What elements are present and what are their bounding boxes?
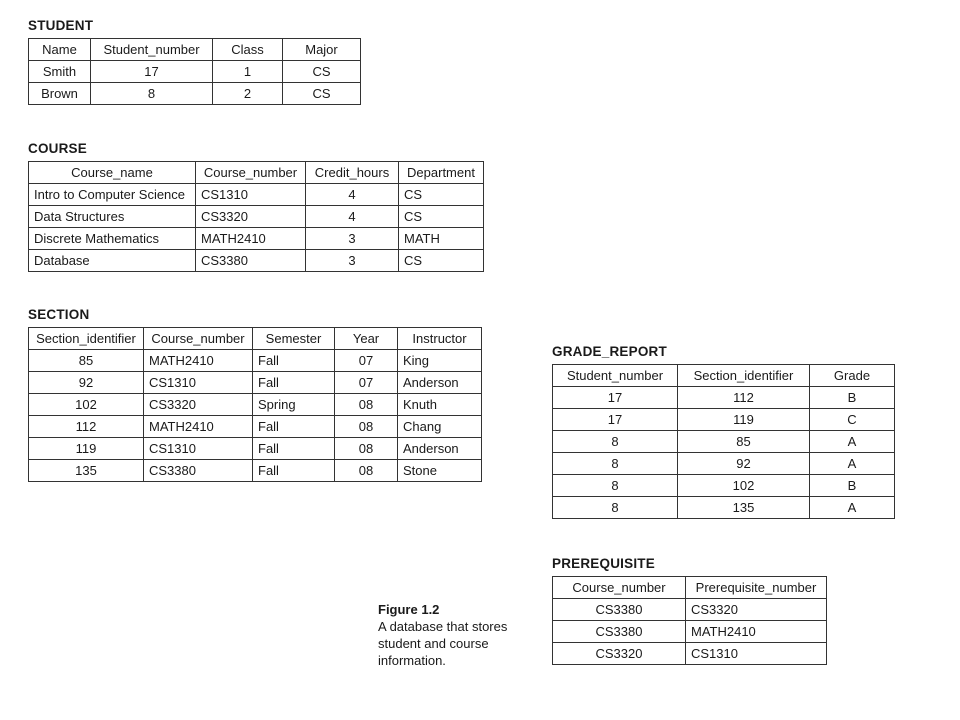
table-cell: 112 xyxy=(678,387,810,409)
column-header: Course_number xyxy=(144,328,253,350)
table-cell: Chang xyxy=(398,416,482,438)
table-cell: 4 xyxy=(306,206,399,228)
table-cell: 17 xyxy=(553,387,678,409)
table-cell: CS3380 xyxy=(196,250,306,272)
table-row xyxy=(553,387,895,409)
table-cell: Fall xyxy=(253,372,335,394)
column-header: Course_number xyxy=(553,577,686,599)
table-cell: CS3320 xyxy=(686,599,827,621)
table-cell: C xyxy=(810,409,895,431)
table-row xyxy=(553,453,895,475)
table-cell: MATH2410 xyxy=(144,416,253,438)
section-table xyxy=(28,327,482,482)
table-cell: Anderson xyxy=(398,372,482,394)
column-header: Grade xyxy=(810,365,895,387)
table-cell: Stone xyxy=(398,460,482,482)
column-header: Year xyxy=(335,328,398,350)
table-row xyxy=(29,460,482,482)
table-cell: Knuth xyxy=(398,394,482,416)
table-cell: Fall xyxy=(253,350,335,372)
table-cell: King xyxy=(398,350,482,372)
column-header: Section_identifier xyxy=(678,365,810,387)
table-cell: 85 xyxy=(29,350,144,372)
course-table xyxy=(28,161,484,272)
table-header-row xyxy=(553,365,895,387)
table-cell: 17 xyxy=(553,409,678,431)
section-table-title: SECTION xyxy=(28,307,90,322)
table-cell: Smith xyxy=(29,61,91,83)
column-header: Course_name xyxy=(29,162,196,184)
table-cell: 8 xyxy=(553,475,678,497)
table-row xyxy=(29,372,482,394)
table-row xyxy=(553,621,827,643)
table-row xyxy=(29,250,484,272)
table-row xyxy=(553,475,895,497)
column-header: Class xyxy=(213,39,283,61)
table-header-row xyxy=(29,328,482,350)
table-cell: 3 xyxy=(306,228,399,250)
table-cell: Fall xyxy=(253,416,335,438)
table-cell: CS1310 xyxy=(686,643,827,665)
table-cell: 102 xyxy=(678,475,810,497)
student-table-block xyxy=(28,18,361,105)
table-cell: Intro to Computer Science xyxy=(29,184,196,206)
section-table-block xyxy=(28,307,482,482)
grade-report-table-title: GRADE_REPORT xyxy=(552,344,667,359)
table-cell: B xyxy=(810,475,895,497)
table-cell: A xyxy=(810,497,895,519)
table-cell: 8 xyxy=(91,83,213,105)
table-cell: 135 xyxy=(678,497,810,519)
table-cell: 85 xyxy=(678,431,810,453)
table-cell: A xyxy=(810,431,895,453)
table-cell: 119 xyxy=(678,409,810,431)
table-row xyxy=(553,497,895,519)
table-row xyxy=(29,350,482,372)
table-row xyxy=(553,409,895,431)
table-row xyxy=(553,431,895,453)
table-row xyxy=(29,394,482,416)
figure-label: Figure 1.2 xyxy=(378,602,440,617)
table-cell: 08 xyxy=(335,416,398,438)
table-cell: CS3380 xyxy=(553,621,686,643)
column-header: Department xyxy=(399,162,484,184)
table-row xyxy=(29,416,482,438)
table-cell: 08 xyxy=(335,394,398,416)
column-header: Student_number xyxy=(91,39,213,61)
table-cell: 4 xyxy=(306,184,399,206)
table-cell: Spring xyxy=(253,394,335,416)
table-cell: CS1310 xyxy=(144,438,253,460)
column-header: Student_number xyxy=(553,365,678,387)
course-table-block xyxy=(28,141,484,272)
column-header: Section_identifier xyxy=(29,328,144,350)
column-header: Semester xyxy=(253,328,335,350)
table-cell: CS xyxy=(399,250,484,272)
table-cell: CS xyxy=(283,61,361,83)
column-header: Course_number xyxy=(196,162,306,184)
table-cell: MATH2410 xyxy=(196,228,306,250)
table-cell: 92 xyxy=(678,453,810,475)
table-cell: MATH xyxy=(399,228,484,250)
student-table-title: STUDENT xyxy=(28,18,94,33)
table-cell: CS3320 xyxy=(196,206,306,228)
table-row xyxy=(29,61,361,83)
student-table xyxy=(28,38,361,105)
table-cell: 112 xyxy=(29,416,144,438)
grade-report-table xyxy=(552,364,895,519)
table-cell: A xyxy=(810,453,895,475)
table-cell: 102 xyxy=(29,394,144,416)
prerequisite-table-block xyxy=(552,556,827,665)
column-header: Credit_hours xyxy=(306,162,399,184)
table-cell: 92 xyxy=(29,372,144,394)
table-cell: 3 xyxy=(306,250,399,272)
table-cell: 07 xyxy=(335,350,398,372)
table-cell: 119 xyxy=(29,438,144,460)
course-table-title: COURSE xyxy=(28,141,87,156)
table-row xyxy=(553,643,827,665)
table-row xyxy=(29,438,482,460)
table-cell: Database xyxy=(29,250,196,272)
table-cell: CS xyxy=(399,206,484,228)
table-cell: Fall xyxy=(253,438,335,460)
table-cell: Data Structures xyxy=(29,206,196,228)
column-header: Name xyxy=(29,39,91,61)
column-header: Prerequisite_number xyxy=(686,577,827,599)
table-cell: Anderson xyxy=(398,438,482,460)
table-cell: 8 xyxy=(553,431,678,453)
table-cell: CS1310 xyxy=(144,372,253,394)
table-cell: 135 xyxy=(29,460,144,482)
table-cell: 08 xyxy=(335,460,398,482)
table-cell: CS3320 xyxy=(144,394,253,416)
table-cell: CS3380 xyxy=(553,599,686,621)
column-header: Instructor xyxy=(398,328,482,350)
table-cell: CS3320 xyxy=(553,643,686,665)
figure-caption xyxy=(378,601,528,669)
table-cell: Discrete Mathematics xyxy=(29,228,196,250)
table-cell: 1 xyxy=(213,61,283,83)
table-header-row xyxy=(29,39,361,61)
table-row xyxy=(29,228,484,250)
table-cell: MATH2410 xyxy=(686,621,827,643)
prerequisite-table-title: PREREQUISITE xyxy=(552,556,655,571)
table-cell: 8 xyxy=(553,453,678,475)
table-cell: Brown xyxy=(29,83,91,105)
grade-report-table-block xyxy=(552,344,895,519)
table-cell: MATH2410 xyxy=(144,350,253,372)
figure-description: A database that stores student and course information. xyxy=(378,619,508,668)
table-cell: 07 xyxy=(335,372,398,394)
table-row xyxy=(29,206,484,228)
table-row xyxy=(29,83,361,105)
table-cell: 17 xyxy=(91,61,213,83)
table-row xyxy=(553,599,827,621)
table-cell: CS xyxy=(399,184,484,206)
table-cell: CS1310 xyxy=(196,184,306,206)
column-header: Major xyxy=(283,39,361,61)
table-row xyxy=(29,184,484,206)
table-cell: CS xyxy=(283,83,361,105)
table-header-row xyxy=(29,162,484,184)
table-cell: Fall xyxy=(253,460,335,482)
table-cell: 8 xyxy=(553,497,678,519)
table-cell: 08 xyxy=(335,438,398,460)
table-header-row xyxy=(553,577,827,599)
prerequisite-table xyxy=(552,576,827,665)
table-cell: 2 xyxy=(213,83,283,105)
table-cell: CS3380 xyxy=(144,460,253,482)
table-cell: B xyxy=(810,387,895,409)
